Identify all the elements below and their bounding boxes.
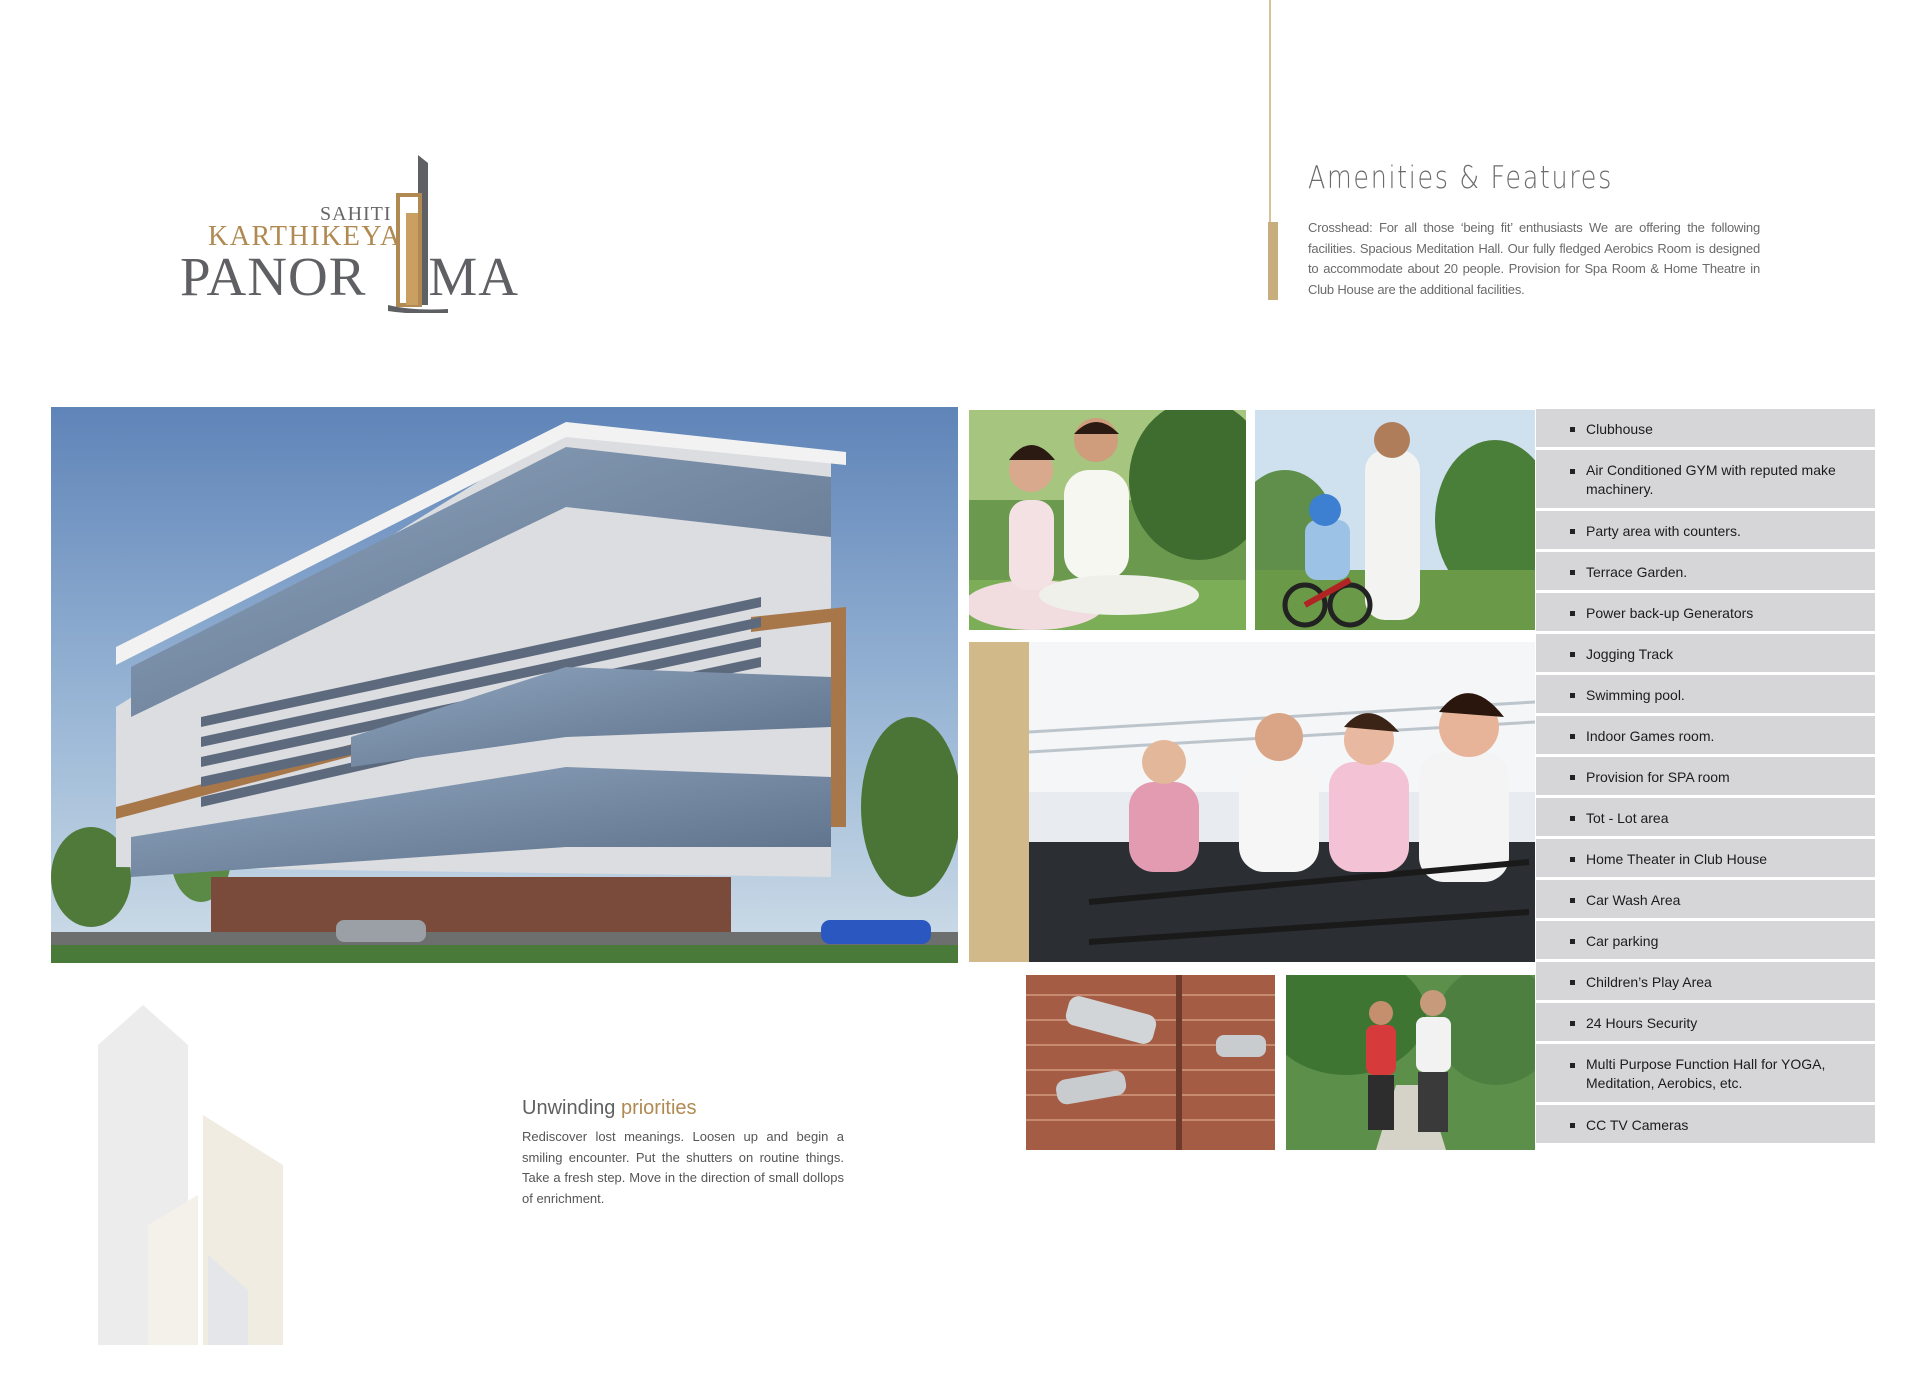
amenity-item	[1536, 1105, 1875, 1146]
jogging-illustration	[1286, 975, 1535, 1150]
bullet-icon	[1570, 898, 1575, 903]
amenity-item	[1536, 716, 1875, 757]
bullet-icon	[1570, 1063, 1575, 1068]
watermark-icon	[98, 1005, 288, 1345]
amenities-title: Amenities & Features	[1308, 160, 1613, 196]
brand-logo	[180, 155, 530, 315]
cctv-illustration	[1026, 975, 1275, 1150]
amenity-label: Children’s Play Area	[1586, 974, 1712, 990]
amenity-item	[1536, 634, 1875, 675]
amenity-item	[1536, 675, 1875, 716]
logo-panorama-start: PANOR	[180, 246, 367, 307]
amenity-item	[1536, 921, 1875, 962]
amenity-label: Terrace Garden.	[1586, 564, 1688, 580]
divider-accent	[1268, 222, 1278, 300]
bullet-icon	[1570, 611, 1575, 616]
amenity-item	[1536, 1044, 1875, 1105]
unwinding-heading-plain: Unwinding	[522, 1097, 621, 1119]
amenity-item	[1536, 962, 1875, 1003]
yoga-illustration	[969, 410, 1246, 630]
bullet-icon	[1570, 816, 1575, 821]
amenity-item	[1536, 1003, 1875, 1044]
amenity-label: Swimming pool.	[1586, 687, 1685, 703]
gym-illustration	[1029, 642, 1535, 962]
bullet-icon	[1570, 529, 1575, 534]
building-watermark	[98, 1005, 288, 1345]
unwinding-body: Rediscover lost meanings. Loosen up and begin a smiling encounter. Put the shutters on routine things. Take a fresh step. Move in the direction of small dollops of enrichment.	[522, 1129, 844, 1206]
logo-sahiti: SAHITI	[320, 203, 392, 225]
amenities-description: Crosshead: For all those ‘being fit’ enthusiasts We are offering the following facilities. Spacious Meditation Hall. Our fully fledged Aerobics Room is designed to accommodate about 20 people. Provision for Spa Room & Home Theatre in Club House are the additional facilities.	[1308, 220, 1760, 297]
bullet-icon	[1570, 427, 1575, 432]
amenity-label: CC TV Cameras	[1586, 1117, 1689, 1133]
amenity-item	[1536, 798, 1875, 839]
building-illustration	[51, 407, 958, 963]
amenity-item	[1536, 409, 1875, 450]
bullet-icon	[1570, 1123, 1575, 1128]
cctv-camera-photo	[1026, 975, 1275, 1150]
amenity-label: Multi Purpose Function Hall for YOGA, Meditation, Aerobics, etc.	[1586, 1056, 1826, 1091]
amenity-item	[1536, 450, 1875, 511]
amenity-item	[1536, 593, 1875, 634]
amenity-label: Indoor Games room.	[1586, 728, 1715, 744]
yoga-photo	[969, 410, 1246, 630]
bullet-icon	[1570, 469, 1575, 474]
bullet-icon	[1570, 693, 1575, 698]
gold-accent-bar	[969, 642, 1029, 962]
amenity-item	[1536, 511, 1875, 552]
amenity-item	[1536, 552, 1875, 593]
bullet-icon	[1570, 775, 1575, 780]
bullet-icon	[1570, 652, 1575, 657]
amenity-label: Jogging Track	[1586, 646, 1674, 662]
building-render-image	[51, 407, 958, 963]
jogging-photo	[1286, 975, 1535, 1150]
amenity-label: Home Theater in Club House	[1586, 851, 1768, 867]
amenity-label: 24 Hours Security	[1586, 1015, 1698, 1031]
logo-karthikeya: KARTHIKEYA	[208, 221, 402, 252]
amenity-label: Power back-up Generators	[1586, 605, 1754, 621]
amenity-item	[1536, 839, 1875, 880]
bullet-icon	[1570, 857, 1575, 862]
amenity-label: Clubhouse	[1586, 421, 1653, 437]
bullet-icon	[1570, 980, 1575, 985]
logo-panorama	[180, 246, 520, 307]
cycling-illustration	[1255, 410, 1535, 630]
bullet-icon	[1570, 570, 1575, 575]
amenity-item	[1536, 757, 1875, 798]
logo-panorama-end: MA	[428, 246, 520, 307]
amenity-label: Party area with counters.	[1586, 523, 1741, 539]
amenity-item	[1536, 880, 1875, 921]
amenity-label: Car parking	[1586, 933, 1659, 949]
cycling-photo	[1255, 410, 1535, 630]
amenity-label: Car Wash Area	[1586, 892, 1681, 908]
bullet-icon	[1570, 939, 1575, 944]
amenity-label: Air Conditioned GYM with reputed make machinery.	[1586, 462, 1836, 497]
amenity-label: Provision for SPA room	[1586, 769, 1730, 785]
unwinding-heading	[522, 1097, 697, 1120]
bullet-icon	[1570, 1021, 1575, 1026]
gym-cycling-photo	[1029, 642, 1535, 962]
amenity-label: Tot - Lot area	[1586, 810, 1669, 826]
bullet-icon	[1570, 734, 1575, 739]
unwinding-heading-accent: priorities	[620, 1097, 697, 1119]
amenities-list	[1536, 409, 1875, 1146]
